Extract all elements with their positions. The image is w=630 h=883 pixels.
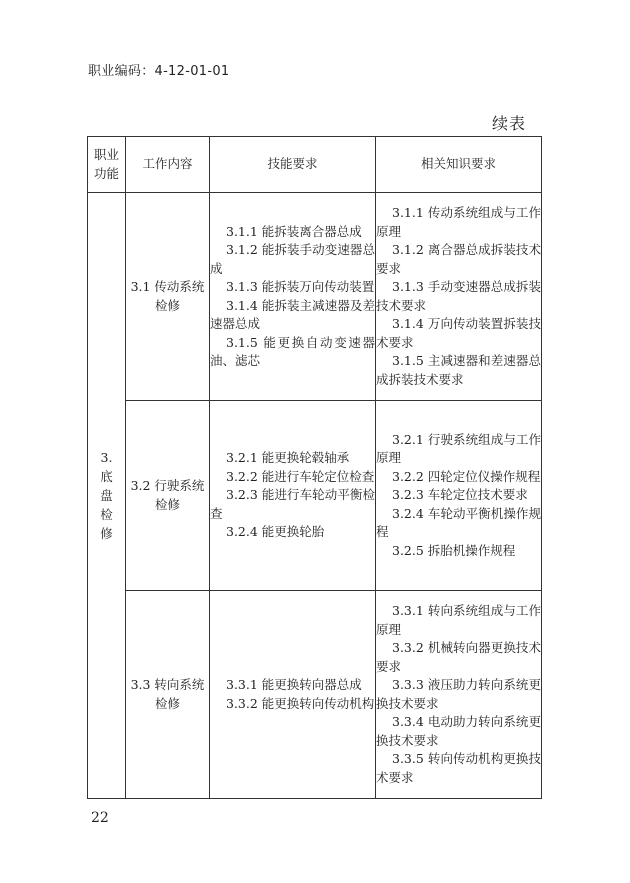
knowledge-item: 3.2.2 四轮定位仪操作规程 (392, 468, 541, 484)
skill-item: 3.2.3 能进行车轮动平衡检查 (210, 487, 375, 521)
knowledge-item: 3.3.5 转向传动机构更换技术要求 (376, 751, 541, 785)
skills-table (87, 136, 542, 799)
table-row (88, 401, 542, 591)
skills-cell (210, 193, 376, 401)
skill-item: 3.1.1 能拆装离合器总成 (226, 223, 362, 239)
work-content-cell: 3.1 传动系统检修 (126, 193, 210, 401)
header-skills: 技能要求 (210, 137, 376, 193)
skill-item: 3.1.4 能拆装主减速器及差速器总成 (210, 297, 375, 331)
header-work-content: 工作内容 (126, 137, 210, 193)
occupation-code: 职业编码：4-12-01-01 (88, 64, 230, 79)
table-row (88, 591, 542, 799)
knowledge-item: 3.3.3 液压助力转向系统更换技术要求 (376, 677, 541, 711)
work-content-cell: 3.3 转向系统检修 (126, 591, 210, 799)
skill-item: 3.1.3 能拆装万向传动装置 (226, 279, 375, 294)
knowledge-item: 3.3.4 电动助力转向系统更换技术要求 (376, 714, 541, 748)
header-function: 职业功能 (88, 137, 126, 193)
knowledge-item: 3.3.2 机械转向器更换技术要求 (376, 640, 541, 674)
skill-item: 3.1.5 能更换自动变速器油、滤芯 (210, 334, 375, 368)
knowledge-item: 3.3.1 转向系统组成与工作原理 (376, 603, 541, 637)
function-cell: 3. 底盘检修 (88, 193, 126, 799)
knowledge-item: 3.2.4 车轮动平衡机操作规程 (376, 505, 541, 540)
skills-cell (210, 401, 376, 591)
skills-cell (210, 591, 376, 799)
knowledge-item: 3.1.1 传动系统组成与工作原理 (376, 205, 541, 239)
knowledge-item: 3.1.2 离合器总成拆装技术要求 (376, 242, 541, 276)
page-number: 22 (91, 810, 109, 826)
skill-item: 3.3.1 能更换转向器总成 (226, 677, 362, 692)
skill-item: 3.2.4 能更换轮胎 (226, 524, 325, 540)
table-header-row (88, 137, 542, 193)
knowledge-cell (376, 193, 542, 401)
continued-label: 续表 (492, 114, 527, 133)
knowledge-cell (376, 401, 542, 591)
skill-item: 3.2.2 能进行车轮定位检查 (226, 468, 375, 484)
knowledge-item: 3.1.5 主减速器和差速器总成拆装技术要求 (376, 353, 541, 387)
skill-item: 3.2.1 能更换轮毂轴承 (226, 450, 350, 466)
knowledge-item: 3.1.4 万向传动装置拆装技术要求 (376, 316, 541, 350)
work-content-cell: 3.2 行驶系统检修 (126, 401, 210, 591)
knowledge-item: 3.2.3 车轮定位技术要求 (392, 487, 528, 503)
knowledge-item: 3.2.5 拆胎机操作规程 (392, 542, 516, 558)
knowledge-item: 3.2.1 行驶系统组成与工作原理 (376, 431, 541, 466)
skill-item: 3.1.2 能拆装手动变速器总成 (210, 242, 375, 276)
knowledge-cell (376, 591, 542, 799)
skill-item: 3.3.2 能更换转向传动机构 (226, 695, 375, 711)
table-row (88, 193, 542, 401)
header-knowledge: 相关知识要求 (376, 137, 542, 193)
knowledge-item: 3.1.3 手动变速器总成拆装技术要求 (376, 279, 541, 313)
